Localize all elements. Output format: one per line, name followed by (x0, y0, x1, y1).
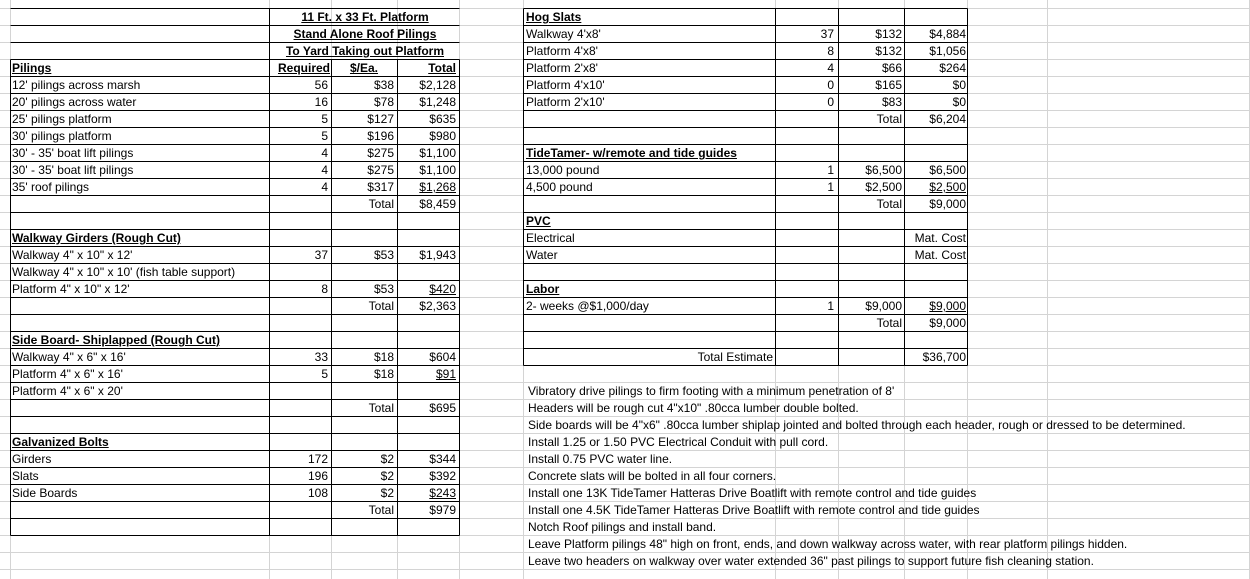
note-line: Leave two headers on walkway over water extended 36" past pilings to support future fish cleaning station. (528, 554, 1094, 568)
pilings-row-label: 30' - 35' boat lift pilings (12, 163, 134, 177)
girders-row-total (398, 264, 456, 281)
note-line: Headers will be rough cut 4"x10" .80cca lumber double bolted. (528, 401, 859, 415)
pvc-row-total: Mat. Cost (914, 248, 966, 262)
girders-row-qty: 37 (314, 248, 328, 262)
hogslats-row-each: $132 (875, 27, 902, 41)
bolts-row-qty: 172 (307, 452, 328, 466)
pilings-row-total: $1,248 (419, 95, 456, 109)
bolts-row-each: $2 (380, 452, 394, 466)
pilings-row-label: 25' pilings platform (12, 112, 112, 126)
pilings-row-label: 12' pilings across marsh (12, 78, 141, 92)
pilings-row-label: 35' roof pilings (12, 180, 90, 194)
pilings-row-qty: 5 (321, 112, 328, 126)
tidetamer-row-qty: 1 (827, 180, 834, 194)
pilings-row-each: $127 (367, 112, 394, 126)
bolts-row-total: $243 (429, 486, 456, 500)
hogslats-total-value: $6,204 (929, 112, 966, 126)
sideboard-row-qty (262, 383, 328, 400)
pilings-row-qty: 16 (314, 95, 328, 109)
pvc-section-title: PVC (526, 214, 551, 228)
tidetamer-total-value: $9,000 (929, 197, 966, 211)
pilings-row-total: $1,268 (419, 180, 456, 194)
sideboard-row-each (332, 383, 394, 400)
labor-row-each: $9,000 (865, 299, 902, 313)
labor-row-total: $9,000 (929, 299, 966, 313)
hogslats-total-label: Total (876, 112, 902, 126)
header-col-total: Total (428, 61, 456, 75)
header-roof-pilings: Stand Alone Roof Pilings (293, 27, 437, 41)
pilings-row-qty: 4 (321, 163, 328, 177)
sideboard-row-total: $91 (435, 367, 456, 381)
pilings-row-total: $1,100 (419, 163, 456, 177)
sideboard-row-each: $18 (373, 367, 394, 381)
header-col-each: $/Ea. (349, 61, 379, 75)
pilings-row-each: $38 (373, 78, 394, 92)
bolts-row-label: Slats (12, 469, 39, 483)
sideboard-row-qty: 5 (321, 367, 328, 381)
girders-section-title: Walkway Girders (Rough Cut) (12, 231, 181, 245)
labor-row-label: 2- weeks @$1,000/day (526, 299, 649, 313)
tidetamer-row-qty: 1 (827, 163, 834, 177)
girders-row-total: $1,943 (419, 248, 456, 262)
bolts-section-title: Galvanized Bolts (12, 435, 109, 449)
pvc-row-label: Electrical (526, 231, 575, 245)
header-col-required: Required (277, 61, 330, 75)
bolts-row-each: $2 (380, 469, 394, 483)
hogslats-row-qty: 4 (827, 61, 834, 75)
pilings-row-qty: 4 (321, 146, 328, 160)
total-estimate-label: Total Estimate (697, 350, 773, 364)
hogslats-row-label: Platform 4'x8' (526, 44, 598, 58)
sideboard-section-title: Side Board- Shiplapped (Rough Cut) (12, 333, 220, 347)
pilings-row-qty: 56 (314, 78, 328, 92)
hogslats-row-each: $66 (881, 61, 902, 75)
pilings-total-label: Total (368, 197, 394, 211)
sideboard-row-label: Platform 4" x 6" x 20' (12, 384, 123, 398)
hogslats-row-qty: 8 (827, 44, 834, 58)
girders-row-label: Platform 4" x 10" x 12' (12, 282, 130, 296)
pilings-row-total: $1,100 (419, 146, 456, 160)
tidetamer-row-total: $6,500 (929, 163, 966, 177)
note-line: Install one 4.5K TideTamer Hatteras Drive Boatlift with remote control and tide guides (528, 503, 980, 517)
total-estimate-value: $36,700 (922, 350, 966, 364)
bolts-row-qty: 108 (307, 486, 328, 500)
sideboard-row-total: $604 (429, 350, 456, 364)
girders-total-label: Total (368, 299, 394, 313)
girders-row-each (332, 264, 394, 281)
pilings-row-each: $275 (367, 163, 394, 177)
bolts-row-qty: 196 (307, 469, 328, 483)
labor-total-label: Total (876, 316, 902, 330)
bolts-row-label: Side Boards (12, 486, 78, 500)
pilings-row-qty: 4 (321, 180, 328, 194)
tidetamer-row-label: 4,500 pound (526, 180, 593, 194)
girders-row-qty (262, 264, 328, 281)
hogslats-row-total: $0 (952, 78, 966, 92)
hogslats-row-qty: 37 (820, 27, 834, 41)
pilings-row-each: $317 (367, 180, 394, 194)
sideboard-total-value: $695 (429, 401, 456, 415)
sideboard-total-label: Total (368, 401, 394, 415)
girders-total-value: $2,363 (419, 299, 456, 313)
hogslats-row-label: Walkway 4'x8' (526, 27, 601, 41)
header-platform-size: 11 Ft. x 33 Ft. Platform (301, 10, 429, 24)
tidetamer-row-label: 13,000 pound (526, 163, 600, 177)
pilings-row-each: $196 (367, 129, 394, 143)
note-line: Notch Roof pilings and install band. (528, 520, 717, 534)
bolts-row-label: Girders (12, 452, 52, 466)
pvc-row-total: Mat. Cost (914, 231, 966, 245)
note-line: Side boards will be 4"x6" .80cca lumber shiplap jointed and bolted through each header, rough or dressed to be determined. (528, 418, 1186, 432)
labor-total-value: $9,000 (929, 316, 966, 330)
pilings-row-label: 30' pilings platform (12, 129, 112, 143)
hogslats-row-total: $1,056 (929, 44, 966, 58)
tidetamer-row-each: $2,500 (865, 180, 902, 194)
bolts-total-value: $979 (429, 503, 456, 517)
note-line: Install 0.75 PVC water line. (528, 452, 673, 466)
pilings-row-total: $635 (429, 112, 456, 126)
hogslats-row-each: $165 (875, 78, 902, 92)
pilings-row-label: 30' - 35' boat lift pilings (12, 146, 134, 160)
pilings-row-each: $275 (367, 146, 394, 160)
pilings-row-total: $980 (429, 129, 456, 143)
girders-row-label: Walkway 4" x 10" x 10' (fish table support) (12, 265, 236, 279)
note-line: Install one 13K TideTamer Hatteras Drive Boatlift with remote control and tide guides (528, 486, 977, 500)
labor-row-qty: 1 (827, 299, 834, 313)
sideboard-row-qty: 33 (314, 350, 328, 364)
hogslats-row-total: $264 (939, 61, 966, 75)
girders-row-qty: 8 (321, 282, 328, 296)
pvc-row-label: Water (526, 248, 558, 262)
pilings-row-qty: 5 (321, 129, 328, 143)
pilings-row-each: $78 (373, 95, 394, 109)
tidetamer-total-label: Total (876, 197, 902, 211)
hogslats-section-title: Hog Slats (526, 10, 582, 24)
hogslats-row-total: $0 (952, 95, 966, 109)
girders-row-each: $53 (373, 282, 394, 296)
bolts-total-label: Total (368, 503, 394, 517)
hogslats-row-qty: 0 (827, 95, 834, 109)
pilings-row-total: $2,128 (419, 78, 456, 92)
bolts-row-total: $344 (429, 452, 456, 466)
girders-row-label: Walkway 4" x 10" x 12' (12, 248, 133, 262)
pilings-section-title: Pilings (12, 61, 52, 75)
hogslats-row-total: $4,884 (929, 27, 966, 41)
hogslats-row-each: $132 (875, 44, 902, 58)
girders-row-total: $420 (429, 282, 456, 296)
tidetamer-section-title: TideTamer- w/remote and tide guides (526, 146, 737, 160)
bolts-row-total: $392 (429, 469, 456, 483)
hogslats-row-label: Platform 4'x10' (526, 78, 605, 92)
header-to-yard: To Yard Taking out Platform (285, 44, 444, 58)
pilings-total-value: $8,459 (419, 197, 456, 211)
pilings-row-label: 20' pilings across water (12, 95, 137, 109)
sideboard-row-each: $18 (373, 350, 394, 364)
tidetamer-row-each: $6,500 (865, 163, 902, 177)
sideboard-row-label: Platform 4" x 6" x 16' (12, 367, 123, 381)
hogslats-row-each: $83 (881, 95, 902, 109)
labor-section-title: Labor (526, 282, 560, 296)
sideboard-row-label: Walkway 4" x 6" x 16' (12, 350, 126, 364)
tidetamer-row-total: $2,500 (929, 180, 966, 194)
hogslats-row-label: Platform 2'x8' (526, 61, 598, 75)
girders-row-each: $53 (373, 248, 394, 262)
note-line: Install 1.25 or 1.50 PVC Electrical Conduit with pull cord. (528, 435, 829, 449)
hogslats-row-qty: 0 (827, 78, 834, 92)
note-line: Concrete slats will be bolted in all four corners. (528, 469, 777, 483)
bolts-row-each: $2 (380, 486, 394, 500)
sideboard-row-total (398, 383, 456, 400)
note-line: Vibratory drive pilings to firm footing with a minimum penetration of 8' (528, 384, 895, 398)
hogslats-row-label: Platform 2'x10' (526, 95, 605, 109)
note-line: Leave Platform pilings 48" high on front, ends, and down walkway across water, with rear platform pilings hidden. (528, 537, 1128, 551)
